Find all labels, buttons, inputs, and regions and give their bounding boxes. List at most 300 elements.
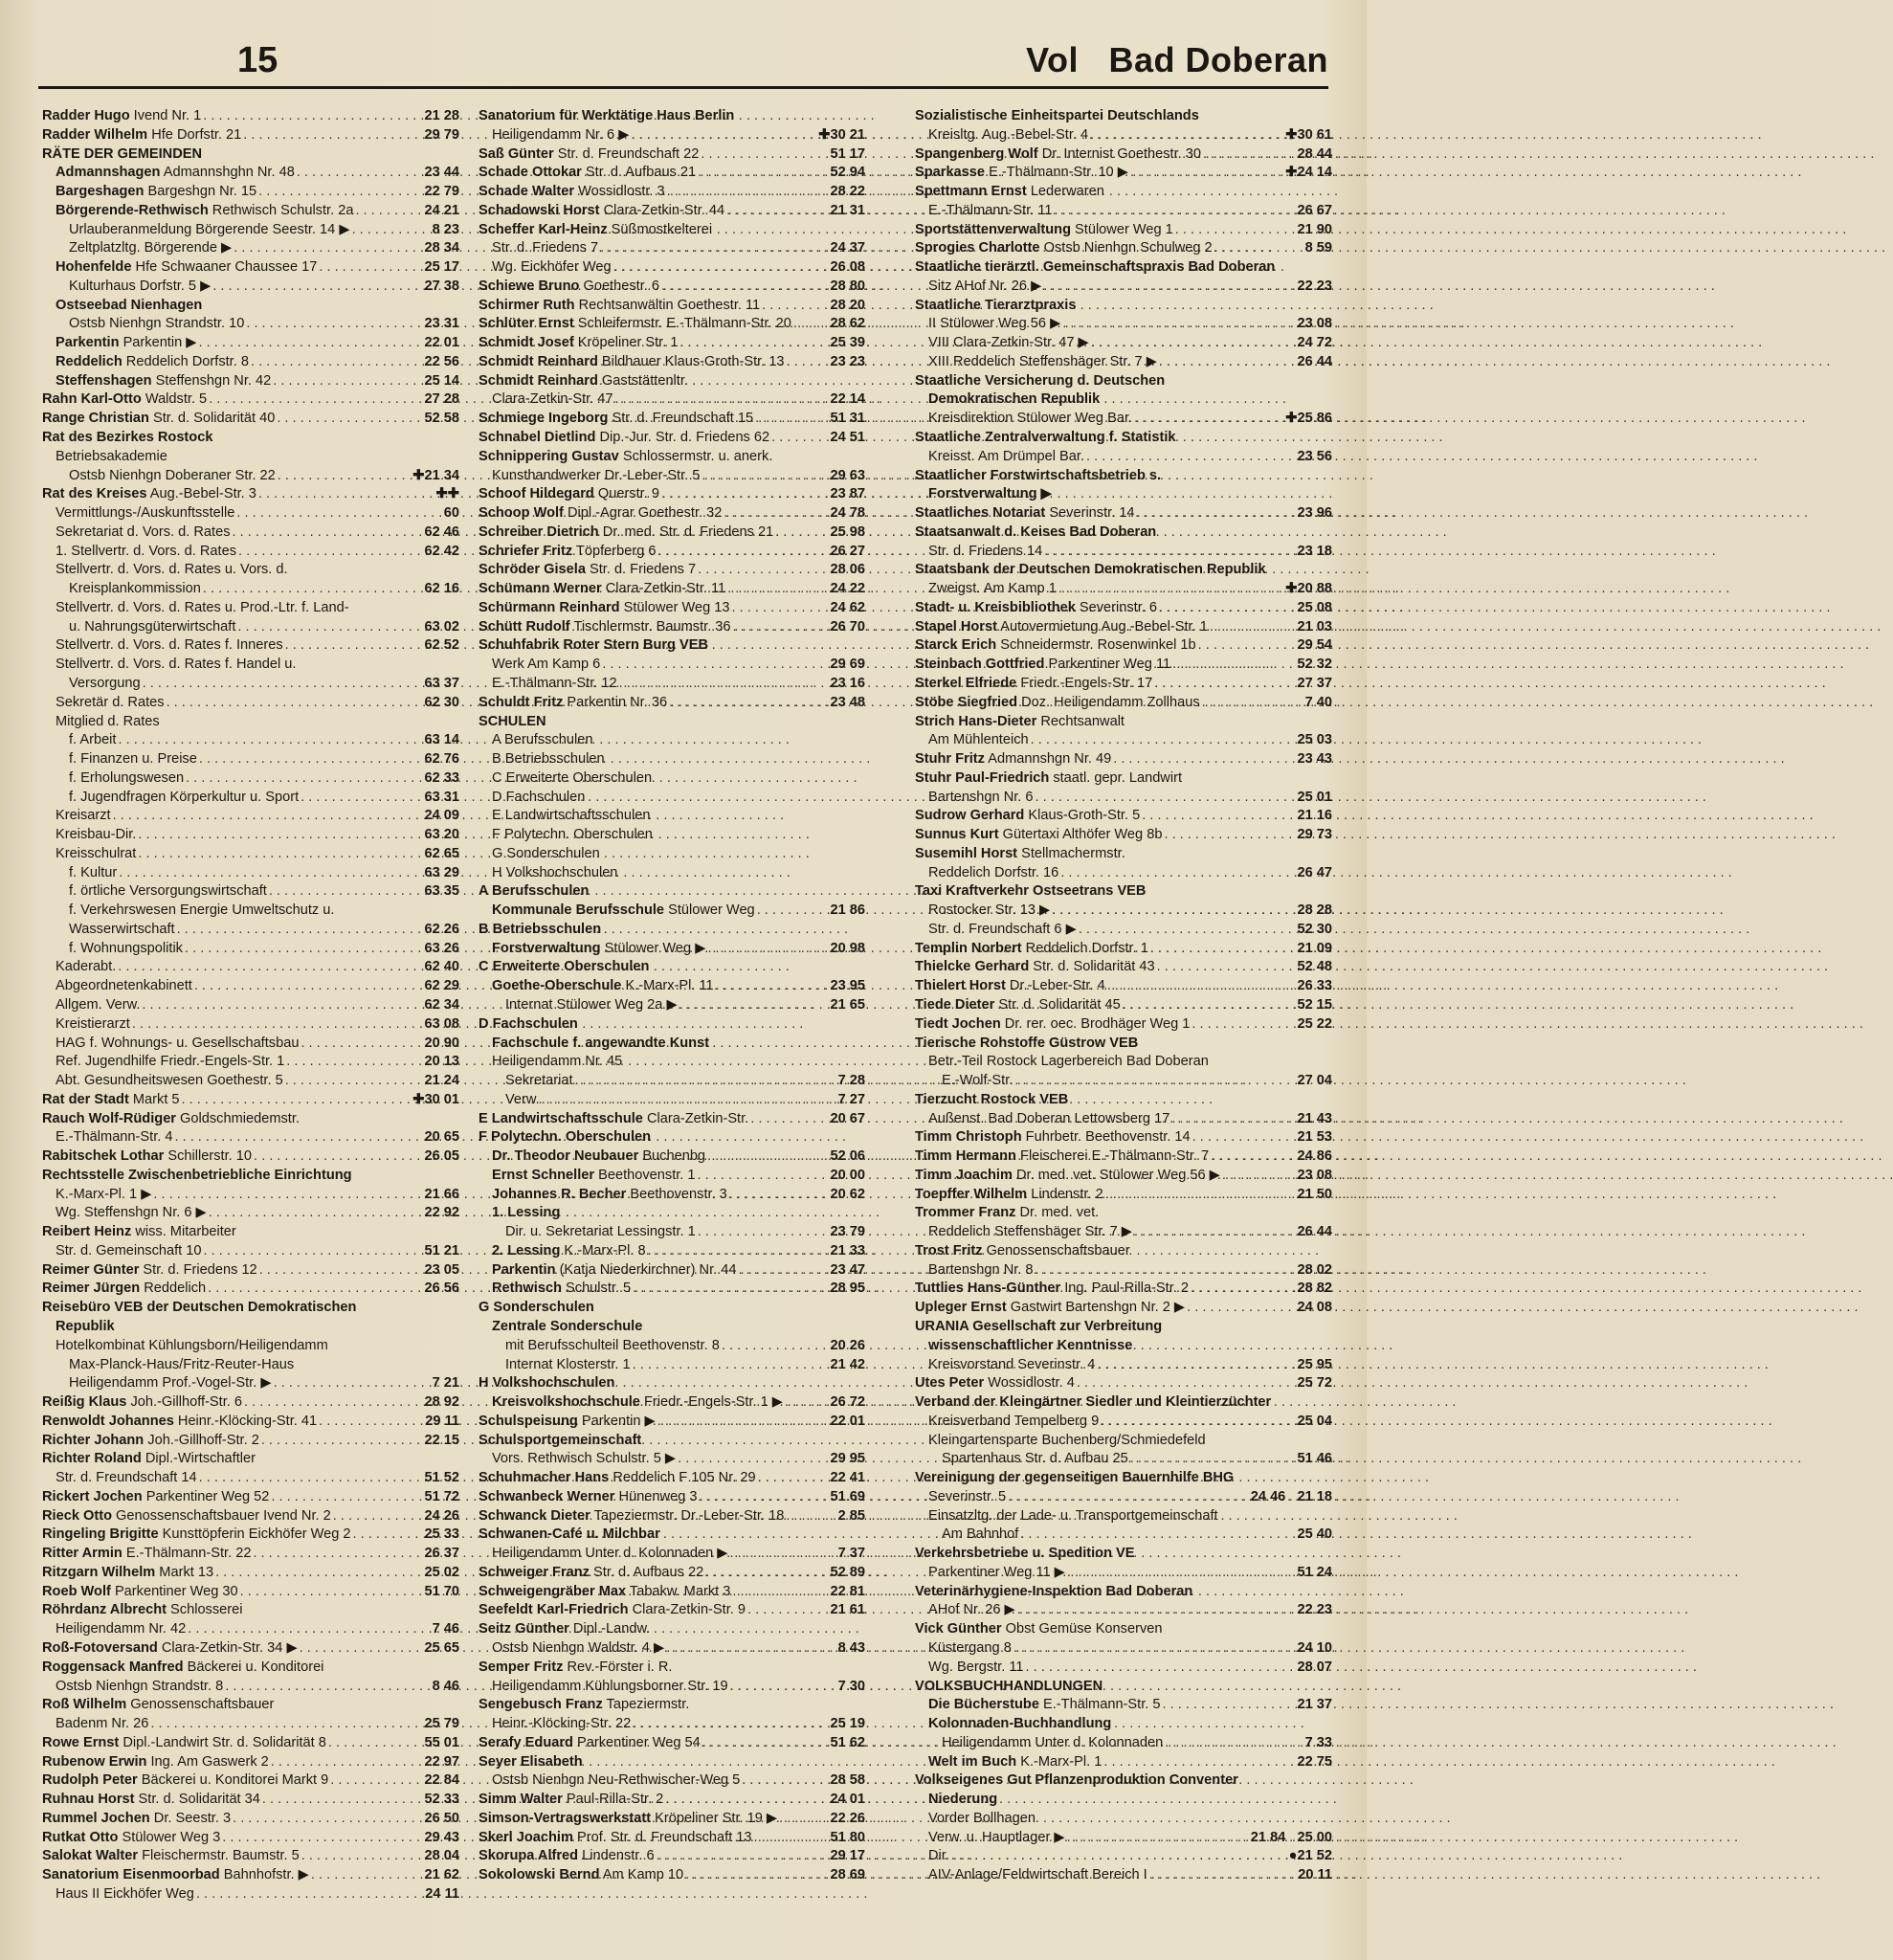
entry-text bbox=[928, 1847, 949, 1866]
entry-name: Schulsportgemeinschaft bbox=[479, 1432, 642, 1448]
entry-text bbox=[479, 1866, 683, 1885]
directory-entry bbox=[479, 977, 865, 996]
entry-detail: Internat Klosterstr. 1 bbox=[505, 1356, 631, 1372]
entry-name: G Sonderschulen bbox=[479, 1300, 594, 1316]
entry-name: Schwanen-Café u. Milchbar bbox=[479, 1526, 660, 1543]
entry-text bbox=[915, 769, 1182, 789]
entry-detail: Schleifermstr. E.-Thälmann-Str. 20 bbox=[573, 316, 791, 332]
leader-dots bbox=[667, 183, 829, 202]
entry-text bbox=[915, 694, 1200, 713]
leader-dots bbox=[729, 1545, 835, 1564]
entry-detail: Rostocker Str. 13 ▶ bbox=[928, 902, 1051, 919]
entry-text bbox=[915, 618, 1208, 637]
entry-name: Sterkel Elfriede bbox=[915, 675, 1017, 691]
phone-number: ✚25 86 bbox=[1285, 411, 1332, 427]
leader-dots bbox=[1211, 1147, 1295, 1167]
entry-text bbox=[915, 882, 1146, 902]
entry-detail: E.-Thälmann-Str. 22 bbox=[122, 1546, 252, 1562]
phone-number: 29 79 bbox=[424, 126, 459, 143]
entry-name: F Polytechn. Oberschulen bbox=[479, 1129, 652, 1146]
entry-name: Tierische Rohstoffe Güstrow VEB bbox=[915, 1035, 1139, 1051]
leader-dots bbox=[286, 1053, 422, 1072]
directory-entry bbox=[479, 1450, 865, 1469]
entry-text bbox=[928, 1639, 1012, 1659]
entry-name: Röhrdanz Albrecht bbox=[42, 1602, 167, 1618]
entry-text bbox=[479, 221, 712, 240]
entry-text bbox=[928, 1110, 1169, 1129]
entry-detail: Fleischerei E.-Thälmann-Str. 7 bbox=[1015, 1148, 1210, 1165]
entry-name: Schürmann Reinhard bbox=[479, 599, 620, 615]
entry-name: Bargeshagen bbox=[56, 184, 145, 200]
leader-dots bbox=[1036, 789, 1296, 808]
leader-dots bbox=[246, 315, 422, 334]
entry-detail: wiss. Mitarbeiter bbox=[131, 1224, 236, 1240]
entry-detail: Kunsttöpferin Eickhöfer Weg 2 bbox=[158, 1526, 351, 1543]
entry-detail: Hotelkombinat Kühlungsborn/Heiligendamm bbox=[56, 1337, 328, 1353]
leader-dots bbox=[722, 1337, 829, 1356]
entry-detail: Beethovenstr. 1 bbox=[594, 1167, 696, 1183]
directory-entry bbox=[479, 1715, 865, 1734]
leader-dots bbox=[1055, 202, 1296, 221]
phone-number: 51 62 bbox=[830, 1734, 865, 1750]
entry-text bbox=[42, 1450, 256, 1469]
entry-text bbox=[479, 429, 769, 448]
directory-entry bbox=[42, 1791, 459, 1810]
entry-detail: Süßmostkelterei bbox=[607, 221, 713, 237]
entry-text bbox=[505, 1072, 573, 1091]
directory-entry bbox=[915, 1413, 1332, 1432]
entry-name: Rieck Otto bbox=[42, 1507, 112, 1524]
entry-detail: Stellvertr. d. Vors. d. Rates f. Inneres bbox=[56, 637, 283, 654]
phone-number: 55 01 bbox=[424, 1734, 459, 1750]
entry-text bbox=[479, 1110, 748, 1129]
directory-entry bbox=[42, 561, 459, 580]
directory-entry bbox=[479, 940, 865, 959]
leader-dots bbox=[1060, 864, 1295, 883]
directory-entry bbox=[42, 656, 459, 675]
phone-number: 7 33 bbox=[1304, 1734, 1332, 1750]
entry-text bbox=[942, 1526, 1018, 1545]
entry-text bbox=[42, 410, 275, 429]
directory-entry bbox=[479, 1356, 865, 1375]
directory-entry bbox=[479, 1771, 865, 1791]
entry-name: Tiedt Jochen bbox=[915, 1015, 1001, 1032]
entry-detail: Reddelich Dorfstr. 1 bbox=[1021, 940, 1148, 956]
directory-entry bbox=[915, 334, 1332, 353]
leader-dots bbox=[233, 523, 423, 543]
phone-number: 25 33 bbox=[424, 1526, 459, 1543]
entry-detail: Friedr.-Engels-Str. 1 ▶ bbox=[639, 1394, 784, 1411]
entry-detail: u. Nahrungsgüterwirtschaft bbox=[69, 618, 236, 635]
phone-number: 26 27 bbox=[830, 543, 865, 559]
entry-text bbox=[69, 239, 232, 258]
entry-text bbox=[42, 1791, 260, 1810]
entry-text bbox=[56, 1620, 186, 1639]
directory-entry bbox=[915, 694, 1332, 713]
phone-number: 20 13 bbox=[424, 1054, 459, 1070]
entry-name: Börgerende-Rethwisch bbox=[56, 202, 209, 218]
entry-name: Stadt- u. Kreisbibliothek bbox=[915, 599, 1076, 615]
entry-detail: Wossidlostr. 4 bbox=[984, 1375, 1075, 1392]
entry-name: Utes Peter bbox=[915, 1375, 985, 1392]
leader-dots bbox=[666, 1639, 835, 1659]
entry-detail: Kreisschulrat bbox=[56, 845, 137, 861]
leader-dots bbox=[186, 769, 422, 789]
entry-text bbox=[56, 1678, 223, 1697]
phone-number: 51 31 bbox=[830, 411, 865, 427]
leader-dots bbox=[199, 750, 423, 769]
entry-text bbox=[56, 1337, 328, 1356]
directory-entry bbox=[915, 902, 1332, 921]
phone-number: 26 37 bbox=[424, 1546, 459, 1562]
phone-number: 23 08 bbox=[1297, 316, 1332, 332]
entry-detail: Kröpeliner Str. 1 bbox=[573, 335, 679, 351]
entry-text bbox=[42, 145, 202, 165]
entry-name: Sudrow Gerhard bbox=[915, 808, 1025, 824]
directory-entry bbox=[479, 1091, 865, 1110]
phone-number: 28 44 bbox=[1297, 145, 1332, 162]
directory-entry bbox=[915, 1620, 1332, 1639]
entry-name: Schade Ottokar bbox=[479, 165, 582, 181]
phone-number: 52 15 bbox=[1297, 996, 1332, 1013]
entry-text bbox=[492, 1035, 709, 1054]
entry-text bbox=[479, 1374, 614, 1393]
entry-name: Ringeling Brigitte bbox=[42, 1526, 159, 1543]
entry-detail: E.-Thälmann-Str. 5 bbox=[1038, 1697, 1161, 1713]
directory-entry bbox=[42, 940, 459, 959]
place-heading: Vol Bad Doberan bbox=[1026, 40, 1328, 79]
entry-text bbox=[928, 580, 1057, 599]
directory-entry bbox=[915, 1242, 1332, 1261]
directory-entry bbox=[479, 297, 865, 316]
entry-text bbox=[928, 1488, 1006, 1507]
entry-detail: Töpferberg 6 bbox=[572, 543, 657, 559]
entry-detail: Genossenschaftsbauer bbox=[982, 1242, 1130, 1258]
leader-dots bbox=[730, 1678, 836, 1697]
entry-name: Rudolph Peter bbox=[42, 1772, 138, 1789]
leader-dots bbox=[277, 410, 422, 429]
entry-text bbox=[915, 1545, 1135, 1564]
entry-detail: Admannshgn Nr. 49 bbox=[984, 751, 1112, 768]
entry-detail: Fleischermstr. Baumstr. 5 bbox=[138, 1848, 300, 1864]
directory-entry bbox=[479, 504, 865, 523]
entry-text bbox=[42, 1299, 356, 1318]
phone-number: 24 09 bbox=[424, 808, 459, 824]
entry-detail: Bahnhofstr. ▶ bbox=[219, 1867, 309, 1883]
entry-detail: Schneidermstr. Rosenwinkel 1b bbox=[996, 637, 1196, 654]
entry-detail: B Betriebsschulen bbox=[492, 751, 605, 768]
leader-dots bbox=[238, 543, 422, 562]
entry-name: URANIA Gesellschaft zur Verbreitung bbox=[915, 1319, 1163, 1334]
phone-number: 28 58 bbox=[830, 1772, 865, 1789]
phone-number: 24 01 bbox=[830, 1792, 865, 1808]
directory-entry bbox=[479, 1526, 865, 1545]
entry-text bbox=[69, 467, 276, 486]
entry-text bbox=[56, 694, 165, 713]
entry-detail: Dir. bbox=[928, 1848, 949, 1864]
entry-detail: Severinstr. 6 bbox=[1075, 599, 1158, 615]
directory-entry bbox=[915, 1432, 1332, 1451]
directory-entry bbox=[915, 1639, 1332, 1659]
entry-text bbox=[928, 448, 1084, 467]
entry-text bbox=[928, 789, 1034, 808]
entry-text bbox=[915, 1128, 1191, 1147]
entry-text bbox=[42, 1167, 352, 1186]
entry-text bbox=[479, 1753, 583, 1772]
entry-detail: Kreisarzt bbox=[56, 808, 111, 824]
directory-entry bbox=[915, 448, 1332, 467]
leader-dots bbox=[119, 864, 422, 883]
leader-dots bbox=[333, 1507, 423, 1526]
entry-name: Johannes R. Becher bbox=[492, 1186, 627, 1202]
phone-number: 24 72 bbox=[1297, 335, 1332, 351]
entry-text bbox=[42, 1734, 326, 1753]
entry-detail: Reddelich Steffenshäger Str. 7 ▶ bbox=[928, 1224, 1132, 1240]
leader-dots bbox=[762, 297, 828, 316]
phone-number: 23 95 bbox=[830, 978, 865, 994]
entry-detail: Kröpeliner Str. 19 ▶ bbox=[651, 1810, 778, 1826]
directory-entry bbox=[42, 126, 459, 145]
phone-number: 62 76 bbox=[424, 751, 459, 768]
directory-entry bbox=[479, 750, 865, 769]
directory-entry bbox=[42, 1072, 459, 1091]
leader-dots bbox=[199, 1469, 423, 1488]
leader-dots bbox=[118, 731, 422, 750]
phone-number: 7 46 bbox=[432, 1621, 459, 1637]
entry-name: Sozialistische Einheitspartei Deutschlands bbox=[915, 108, 1199, 123]
entry-detail: K.-Marx-Pl. 1 ▶ bbox=[56, 1186, 152, 1202]
directory-entry bbox=[42, 618, 459, 637]
entry-detail: Heinr.-Klöcking-Str. 22 bbox=[492, 1716, 632, 1732]
phone-number: 63 08 bbox=[424, 1015, 459, 1032]
entry-detail: Ref. Jugendhilfe Friedr.-Engels-Str. 1 bbox=[56, 1054, 285, 1070]
entry-detail: Außenst. Bad Doberan Lettowsberg 17 bbox=[928, 1110, 1170, 1126]
entry-name: Richter Johann bbox=[42, 1432, 145, 1448]
entry-detail: Parkentiner Weg 30 bbox=[110, 1583, 238, 1599]
entry-text bbox=[479, 1488, 698, 1507]
entry-name: Roeb Wolf bbox=[42, 1583, 111, 1599]
directory-entry bbox=[915, 1186, 1332, 1205]
directory-entry bbox=[479, 1810, 865, 1829]
entry-text bbox=[915, 750, 1111, 769]
directory-entry bbox=[915, 1601, 1332, 1620]
entry-text bbox=[928, 1337, 1132, 1356]
phone-number: 23 08 bbox=[1297, 1167, 1332, 1183]
entry-detail: Heiligendamm Unter d. Kolonnaden ▶ bbox=[492, 1546, 728, 1562]
directory-entry bbox=[42, 1015, 459, 1035]
entry-name: Serafy Eduard bbox=[479, 1734, 573, 1750]
column-1 bbox=[42, 107, 459, 1904]
entry-detail: Dr.-Leber-Str. 4 bbox=[1005, 978, 1105, 994]
phone-number: 27 28 bbox=[424, 391, 459, 408]
directory-entry bbox=[479, 353, 865, 372]
directory-entry bbox=[479, 334, 865, 353]
phone-number: 20 67 bbox=[830, 1110, 865, 1126]
entry-text bbox=[928, 902, 1050, 921]
phone-number: 25 19 bbox=[830, 1716, 865, 1732]
entry-detail: Heiligendamm Unter d. Kolonnaden bbox=[942, 1734, 1164, 1750]
entry-name: E Landwirtschaftsschule bbox=[479, 1110, 643, 1126]
directory-entry bbox=[915, 1337, 1332, 1356]
phone-number: 23 87 bbox=[830, 486, 865, 502]
entry-text bbox=[479, 107, 734, 126]
directory-entry bbox=[479, 694, 865, 713]
leader-dots bbox=[679, 996, 829, 1015]
entry-text bbox=[928, 126, 1088, 145]
directory-entry bbox=[915, 372, 1332, 391]
entry-detail: f. örtliche Versorgungswirtschaft bbox=[69, 883, 267, 900]
entry-text bbox=[492, 1639, 664, 1659]
entry-text bbox=[56, 713, 160, 732]
phone-number: 51 46 bbox=[1297, 1451, 1332, 1467]
phone-number: ✚21 34 bbox=[412, 467, 459, 483]
phone-number: 27 37 bbox=[1297, 675, 1332, 691]
leader-dots bbox=[251, 353, 423, 372]
directory-entry bbox=[479, 1753, 865, 1772]
entry-text bbox=[928, 1696, 1161, 1715]
entry-name: Susemihl Horst bbox=[915, 845, 1018, 861]
entry-text bbox=[42, 1847, 300, 1866]
entry-name: Rummel Jochen bbox=[42, 1810, 150, 1826]
phone-number: 21 43 bbox=[1297, 1110, 1332, 1126]
directory-entry bbox=[42, 1413, 459, 1432]
directory-entry bbox=[915, 1091, 1332, 1110]
leader-dots bbox=[633, 1356, 829, 1375]
directory-entry bbox=[42, 1829, 459, 1848]
directory-entry bbox=[42, 675, 459, 694]
entry-detail: Sitz AHof Nr. 26 ▶ bbox=[928, 278, 1042, 294]
directory-entry bbox=[479, 1507, 865, 1526]
entry-name: Schiewe Bruno bbox=[479, 278, 580, 294]
leader-dots bbox=[319, 258, 422, 278]
directory-entry bbox=[42, 1204, 459, 1223]
phone-number: ✚30 21 bbox=[818, 126, 865, 143]
entry-text bbox=[492, 1261, 737, 1281]
entry-text bbox=[915, 1147, 1209, 1167]
leader-dots bbox=[701, 145, 828, 165]
directory-entry bbox=[915, 731, 1332, 750]
directory-entry bbox=[915, 940, 1332, 959]
entry-detail: Kreisdirektion Stülower Weg Bar. bbox=[928, 411, 1133, 427]
entry-name: VOLKSBUCHHANDLUNGEN bbox=[915, 1678, 1103, 1694]
directory-entry bbox=[42, 1337, 459, 1356]
entry-name: Staatliche tierärztl. Gemeinschaftspraxis Bad Doberan bbox=[915, 259, 1276, 276]
entry-detail: Parkentiner Weg 52 bbox=[142, 1488, 270, 1504]
entry-text bbox=[479, 1847, 655, 1866]
entry-detail: Str. d. Freundschaft 15 bbox=[608, 411, 754, 427]
entry-detail: Sekretär d. Rates bbox=[56, 694, 165, 710]
entry-text bbox=[915, 221, 1173, 240]
entry-name: Reimer Günter bbox=[42, 1261, 140, 1278]
leader-dots bbox=[732, 599, 829, 618]
entry-text bbox=[479, 1659, 672, 1678]
entry-detail: Stellvertr. d. Vors. d. Rates f. Handel u. bbox=[56, 657, 297, 673]
directory-entry bbox=[42, 1261, 459, 1281]
entry-detail: Kreisltg. Aug.-Bebel-Str. 4 bbox=[928, 126, 1089, 143]
phone-number: 21 84 25 00 bbox=[1250, 1829, 1332, 1845]
entry-text bbox=[928, 1753, 1102, 1772]
leader-dots bbox=[716, 977, 829, 996]
leader-dots bbox=[113, 807, 423, 826]
directory-entry bbox=[42, 297, 459, 316]
phone-number: 24 78 bbox=[830, 505, 865, 522]
entry-text bbox=[479, 1015, 578, 1035]
phone-number: 7 28 bbox=[837, 1073, 865, 1089]
phone-number: 62 46 bbox=[424, 523, 459, 540]
directory-entry bbox=[42, 1564, 459, 1583]
column-3 bbox=[915, 107, 1332, 1885]
phone-number: 51 52 bbox=[424, 1470, 459, 1486]
directory-entry bbox=[479, 1374, 865, 1393]
directory-entry bbox=[915, 164, 1332, 183]
entry-text bbox=[915, 826, 1162, 845]
directory-entry bbox=[915, 769, 1332, 789]
directory-entry bbox=[42, 1545, 459, 1564]
phone-number: 63 37 bbox=[424, 675, 459, 691]
directory-entry bbox=[42, 1810, 459, 1829]
directory-entry bbox=[479, 958, 865, 977]
entry-text bbox=[492, 826, 653, 845]
entry-text bbox=[479, 1564, 703, 1583]
entry-detail: Versorgung bbox=[69, 675, 141, 691]
entry-text bbox=[56, 1204, 207, 1223]
directory-entry bbox=[915, 1696, 1332, 1715]
entry-text bbox=[42, 1432, 259, 1451]
entry-detail: Wg. Bergstr. 11 bbox=[928, 1659, 1024, 1675]
phone-number: 22 01 bbox=[424, 335, 459, 351]
phone-number: 51 72 bbox=[424, 1488, 459, 1504]
phone-number: 22 75 bbox=[1297, 1753, 1332, 1770]
leader-dots bbox=[1159, 599, 1295, 618]
phone-number: 25 65 bbox=[424, 1640, 459, 1657]
entry-detail: Clara-Zetkin-Str. bbox=[642, 1110, 749, 1126]
entry-detail: Abt. Gesundheitswesen Goethestr. 5 bbox=[56, 1073, 283, 1089]
entry-text bbox=[915, 599, 1157, 618]
directory-entry bbox=[915, 1393, 1332, 1413]
directory-entry bbox=[42, 1885, 459, 1904]
entry-name: Starck Erich bbox=[915, 637, 997, 654]
entry-detail: II Stülower Weg 56 ▶ bbox=[928, 316, 1061, 332]
entry-text bbox=[479, 1601, 746, 1620]
directory-entry bbox=[42, 1035, 459, 1054]
entry-name: Rauch Wolf-Rüdiger bbox=[42, 1110, 176, 1126]
leader-dots bbox=[1062, 315, 1295, 334]
entry-text bbox=[492, 126, 629, 145]
entry-text bbox=[479, 1734, 701, 1753]
entry-text bbox=[492, 239, 598, 258]
leader-dots bbox=[1187, 1299, 1295, 1318]
entry-text bbox=[56, 1015, 130, 1035]
directory-entry bbox=[915, 1829, 1332, 1848]
directory-entry bbox=[915, 1261, 1332, 1281]
entry-name: Seefeldt Karl-Friedrich bbox=[479, 1602, 629, 1618]
entry-text bbox=[915, 977, 1105, 996]
directory-entry bbox=[42, 599, 459, 618]
leader-dots bbox=[1137, 504, 1296, 523]
phone-number: 26 44 bbox=[1297, 1224, 1332, 1240]
entry-detail: Kreistierarzt bbox=[56, 1015, 130, 1032]
entry-text bbox=[928, 1261, 1034, 1281]
leader-dots bbox=[1103, 1753, 1295, 1772]
entry-name: Ritzgarn Wilhelm bbox=[42, 1564, 156, 1580]
phone-number: 28 22 bbox=[830, 184, 865, 200]
entry-text bbox=[915, 239, 1213, 258]
leader-dots bbox=[353, 1526, 423, 1545]
entry-detail: f. Jugendfragen Körperkultur u. Sport bbox=[69, 789, 300, 805]
entry-detail: Max-Planck-Haus/Fritz-Reuter-Haus bbox=[69, 1356, 295, 1372]
directory-entry bbox=[915, 1450, 1332, 1469]
entry-text bbox=[942, 1072, 1013, 1091]
